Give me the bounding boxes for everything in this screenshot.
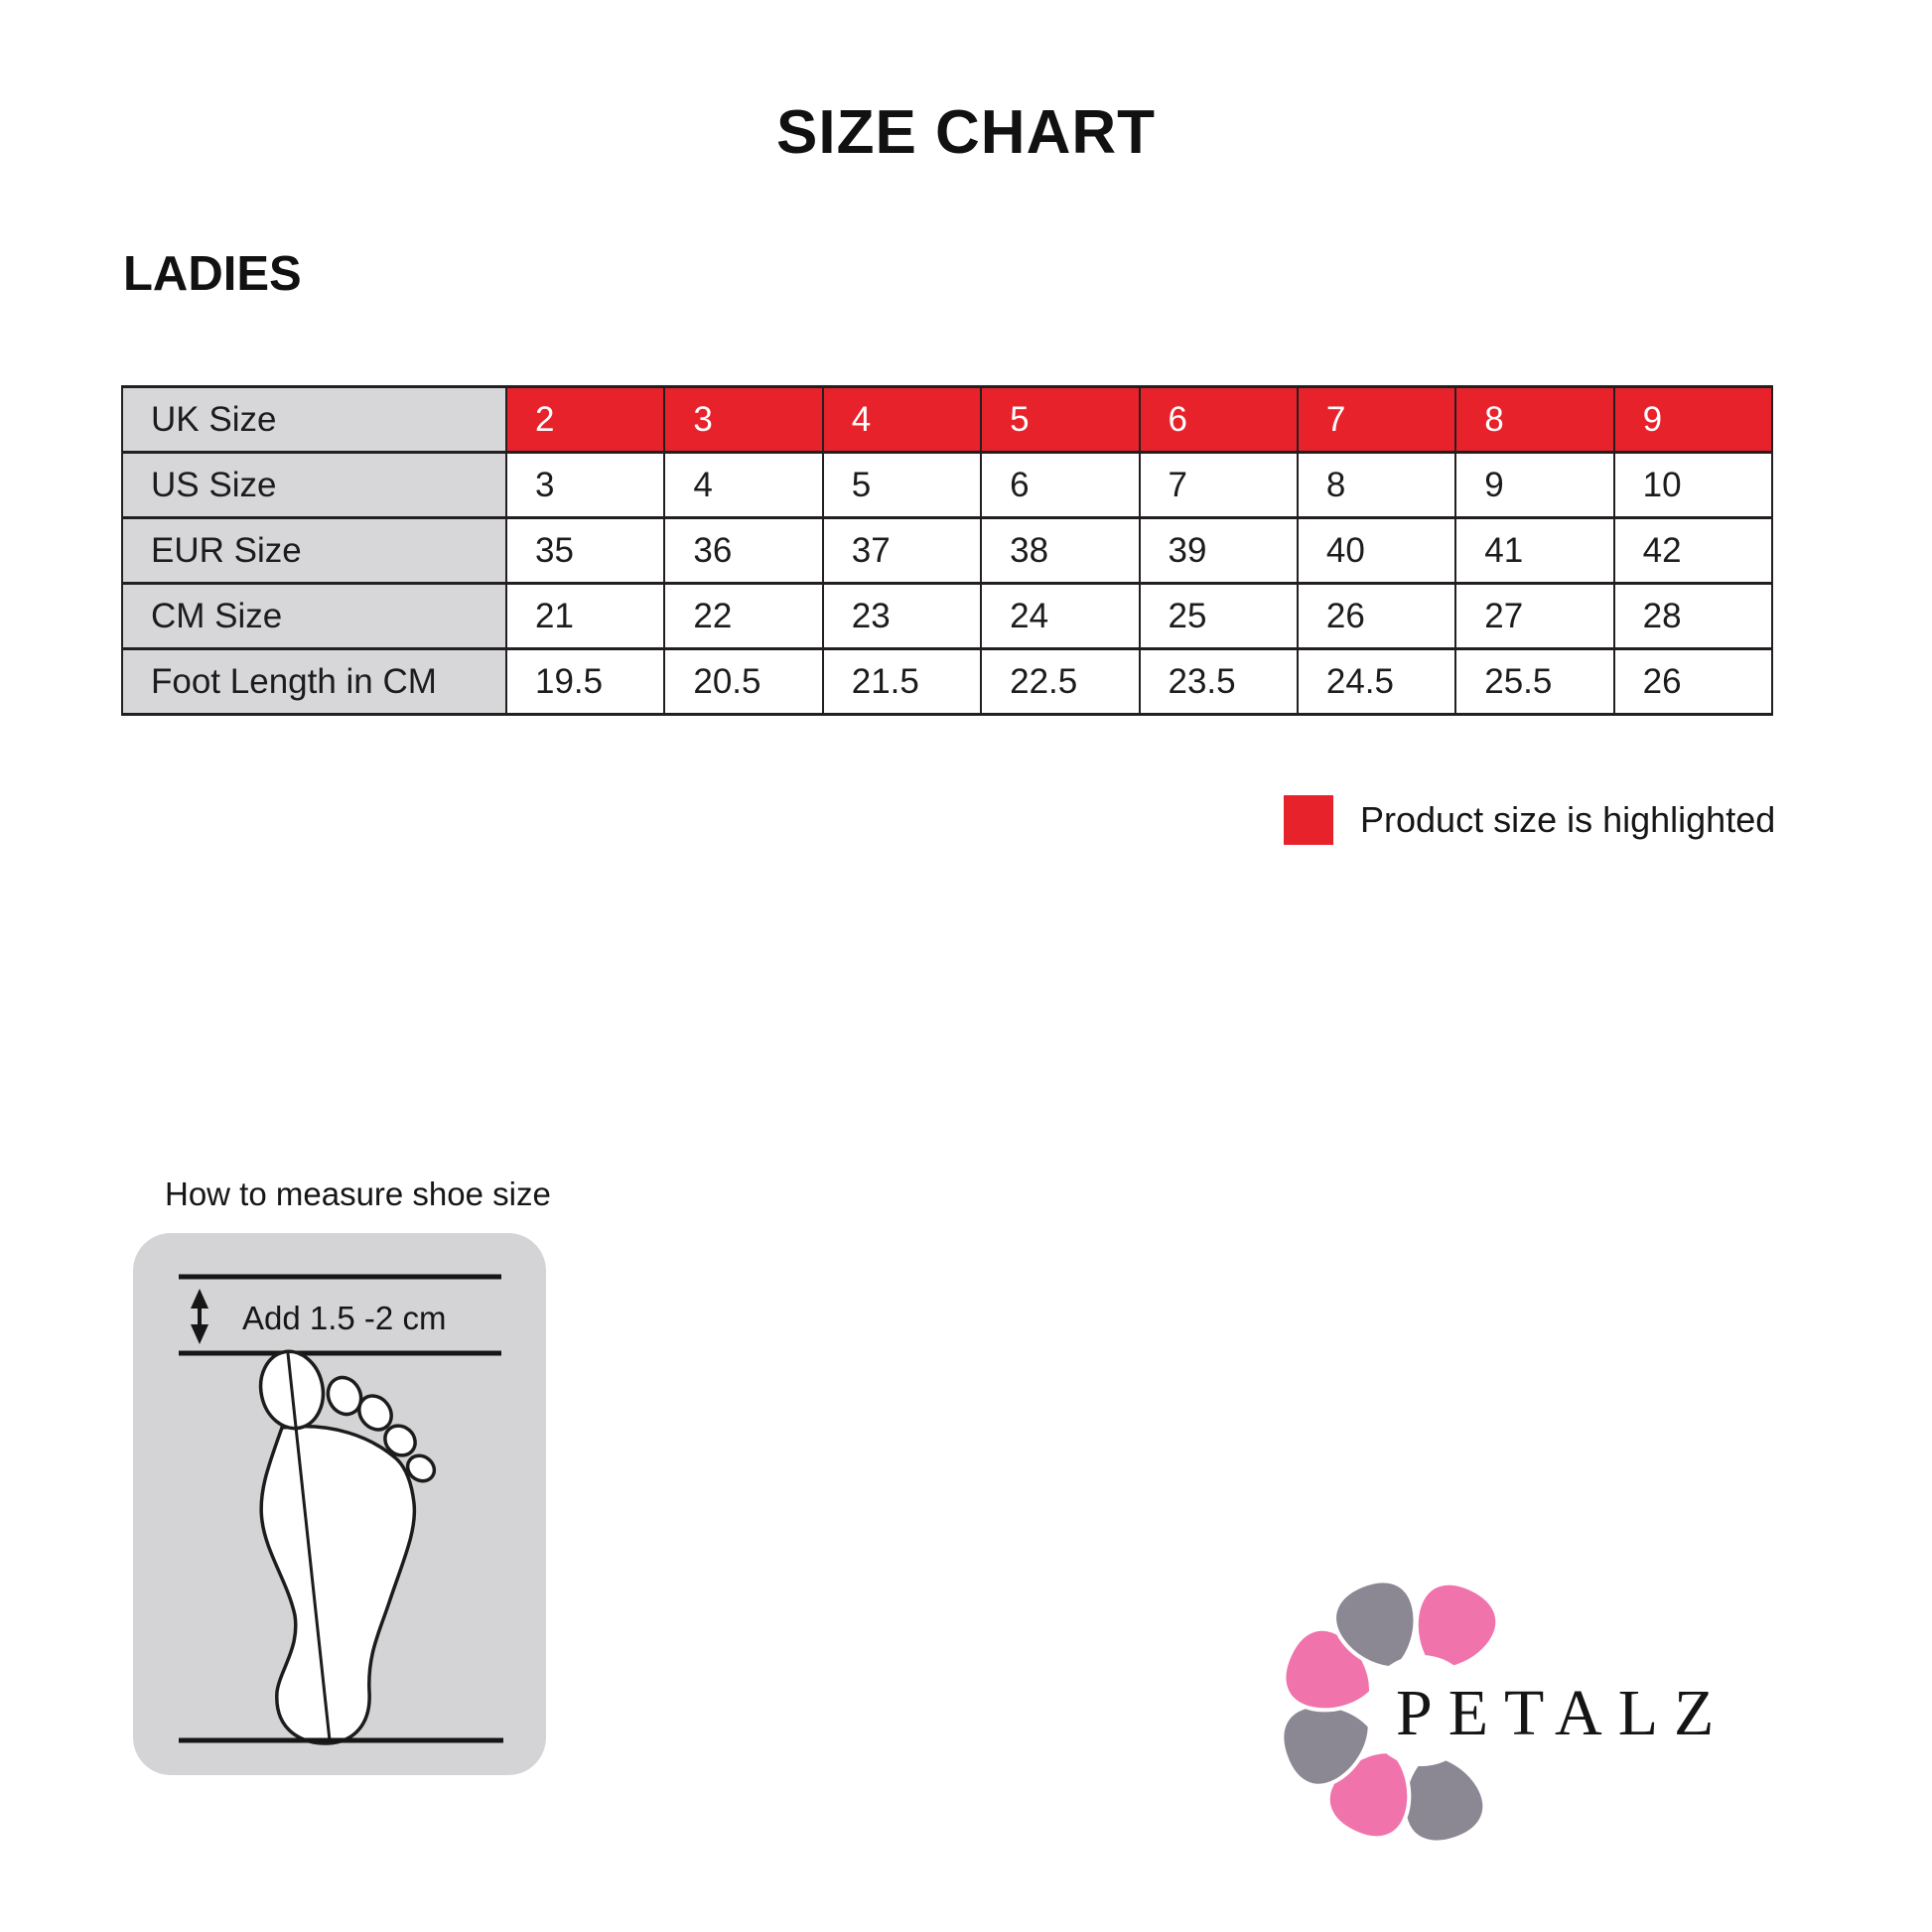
brand-logo bbox=[1261, 1567, 1817, 1855]
size-cell-highlighted: 3 bbox=[664, 387, 822, 453]
table-row-eur-size bbox=[122, 518, 1772, 584]
size-cell: 25 bbox=[1140, 584, 1298, 649]
table-row-foot-length bbox=[122, 649, 1772, 715]
table-row-uk-size bbox=[122, 387, 1772, 453]
measure-box bbox=[133, 1233, 546, 1775]
row-label: US Size bbox=[122, 453, 506, 518]
size-cell: 42 bbox=[1614, 518, 1772, 584]
brand-name: PETALZ bbox=[1396, 1677, 1730, 1749]
row-label: UK Size bbox=[122, 387, 506, 453]
size-cell: 23.5 bbox=[1140, 649, 1298, 715]
size-cell: 40 bbox=[1298, 518, 1455, 584]
size-cell: 19.5 bbox=[506, 649, 664, 715]
size-cell-highlighted: 8 bbox=[1455, 387, 1613, 453]
size-cell: 6 bbox=[981, 453, 1139, 518]
size-cell: 21 bbox=[506, 584, 664, 649]
size-cell: 24 bbox=[981, 584, 1139, 649]
size-cell: 7 bbox=[1140, 453, 1298, 518]
size-cell: 38 bbox=[981, 518, 1139, 584]
size-cell: 37 bbox=[823, 518, 981, 584]
foot-measure-diagram bbox=[133, 1233, 546, 1775]
size-cell-highlighted: 2 bbox=[506, 387, 664, 453]
table-row-cm-size bbox=[122, 584, 1772, 649]
size-cell: 4 bbox=[664, 453, 822, 518]
size-cell: 8 bbox=[1298, 453, 1455, 518]
page-title: SIZE CHART bbox=[776, 98, 1156, 167]
double-arrow-icon bbox=[191, 1289, 208, 1344]
size-cell: 21.5 bbox=[823, 649, 981, 715]
table-row-us-size bbox=[122, 453, 1772, 518]
size-cell-highlighted: 5 bbox=[981, 387, 1139, 453]
size-cell: 23 bbox=[823, 584, 981, 649]
size-cell: 5 bbox=[823, 453, 981, 518]
measure-heading: How to measure shoe size bbox=[165, 1175, 551, 1212]
size-cell: 28 bbox=[1614, 584, 1772, 649]
highlight-swatch-icon bbox=[1284, 795, 1333, 845]
row-label: Foot Length in CM bbox=[122, 649, 506, 715]
ladies-section-heading: LADIES bbox=[123, 247, 302, 301]
size-cell-highlighted: 4 bbox=[823, 387, 981, 453]
row-label: EUR Size bbox=[122, 518, 506, 584]
size-cell: 41 bbox=[1455, 518, 1613, 584]
row-label: CM Size bbox=[122, 584, 506, 649]
legend bbox=[1284, 794, 1775, 846]
measure-note: Add 1.5 -2 cm bbox=[242, 1300, 447, 1336]
petalz-logo-svg bbox=[1261, 1567, 1817, 1855]
legend-label: Product size is highlighted bbox=[1360, 799, 1776, 840]
size-cell: 20.5 bbox=[664, 649, 822, 715]
size-cell: 26 bbox=[1298, 584, 1455, 649]
size-cell: 22 bbox=[664, 584, 822, 649]
size-cell: 10 bbox=[1614, 453, 1772, 518]
size-cell: 25.5 bbox=[1455, 649, 1613, 715]
size-cell: 22.5 bbox=[981, 649, 1139, 715]
size-cell-highlighted: 7 bbox=[1298, 387, 1455, 453]
size-cell: 27 bbox=[1455, 584, 1613, 649]
size-cell: 36 bbox=[664, 518, 822, 584]
foot-outline bbox=[254, 1345, 440, 1743]
size-cell: 26 bbox=[1614, 649, 1772, 715]
size-cell: 35 bbox=[506, 518, 664, 584]
size-cell: 3 bbox=[506, 453, 664, 518]
size-cell-highlighted: 6 bbox=[1140, 387, 1298, 453]
size-cell: 39 bbox=[1140, 518, 1298, 584]
size-cell-highlighted: 9 bbox=[1614, 387, 1772, 453]
size-cell: 9 bbox=[1455, 453, 1613, 518]
size-table bbox=[121, 385, 1773, 716]
foot-sole bbox=[261, 1427, 414, 1743]
size-cell: 24.5 bbox=[1298, 649, 1455, 715]
